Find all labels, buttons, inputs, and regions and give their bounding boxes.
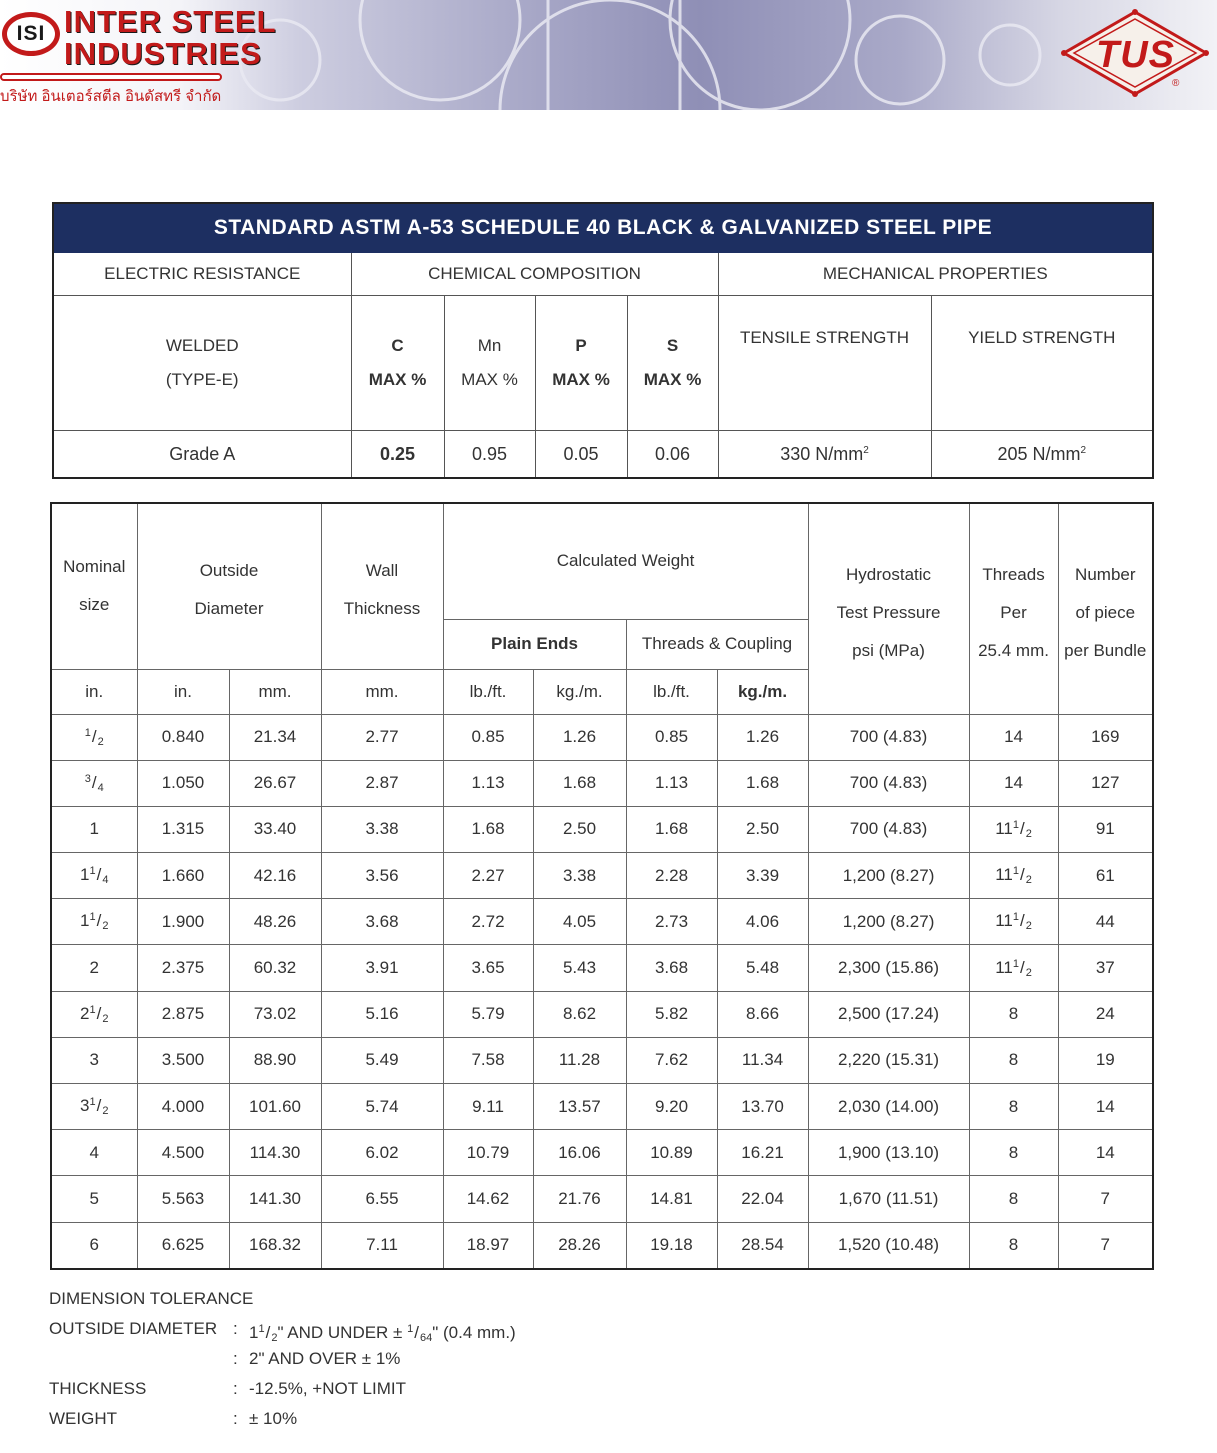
nominal-size-cell — [51, 806, 137, 852]
element-symbol: P — [575, 336, 587, 355]
fraction-whole: 1 — [89, 819, 99, 839]
chemical-composition-label: CHEMICAL COMPOSITION — [351, 253, 718, 296]
cell-pe-lb: 3.65 — [443, 945, 533, 991]
header-line: 25.4 mm. — [978, 641, 1049, 660]
fraction-numerator: 1 — [1012, 957, 1019, 970]
cell-pe-lb: 1.68 — [443, 806, 533, 852]
cell-od-in: 2.875 — [137, 991, 229, 1037]
fraction-denominator: 4 — [102, 874, 109, 887]
nominal-size-cell: $1^1/_2$ — [51, 899, 137, 945]
cell-tc-lb: 1.13 — [626, 760, 717, 806]
od-rule-1: $1^1/_2$" AND UNDER ± $^1/_{64}$" (0.4 mm.) — [249, 1323, 516, 1344]
fraction-denominator: 2 — [102, 1012, 109, 1025]
threads-per-cell — [969, 1222, 1058, 1269]
cell-od-mm: 26.67 — [229, 760, 321, 806]
cell-od-in: 1.900 — [137, 899, 229, 945]
fraction-whole: 2 — [89, 958, 99, 978]
element-symbol: C — [391, 336, 404, 355]
fraction-whole: 8 — [1008, 1188, 1019, 1208]
hydrostatic-header — [808, 503, 969, 714]
fraction-numerator: 1 — [1012, 818, 1019, 831]
cell-tc-kg: 3.39 — [717, 853, 808, 899]
nominal-size-cell — [51, 1037, 137, 1083]
od-rule-1-mid: " AND UNDER ± — [277, 1323, 408, 1342]
pipe-size-table — [50, 502, 1154, 1270]
cell-pe-kg: 28.26 — [533, 1222, 626, 1269]
fraction-numerator: 3 — [84, 772, 91, 785]
cell-hydro: 700 (4.83) — [808, 806, 969, 852]
table-row — [51, 945, 1153, 991]
nominal-size-cell: $3^1/_2$ — [51, 1084, 137, 1130]
fraction-whole: 14 — [1004, 727, 1023, 747]
fraction-denominator: 2 — [271, 1332, 278, 1344]
cell-od-in: 2.375 — [137, 945, 229, 991]
cell-tc-lb: 19.18 — [626, 1222, 717, 1269]
cell-od-in: 0.840 — [137, 714, 229, 760]
fraction-numerator: 1 — [89, 911, 96, 924]
table-row — [51, 806, 1153, 852]
fraction-whole: 3 — [89, 1050, 99, 1070]
cell-od-mm: 88.90 — [229, 1037, 321, 1083]
threads-per-cell — [969, 1130, 1058, 1176]
cell-od-in: 3.500 — [137, 1037, 229, 1083]
cell-pe-lb: 2.72 — [443, 899, 533, 945]
cell-pe-kg: 13.57 — [533, 1084, 626, 1130]
element-p-header — [535, 296, 627, 431]
header-line: Number — [1075, 565, 1136, 584]
fraction-whole: 5 — [89, 1188, 99, 1208]
cell-pe-lb: 9.11 — [443, 1084, 533, 1130]
tus-logo-text: TUS — [1096, 34, 1175, 76]
cell-pe-lb: 18.97 — [443, 1222, 533, 1269]
cell-wall: 6.55 — [321, 1176, 443, 1222]
cell-pe-lb: 14.62 — [443, 1176, 533, 1222]
tolerance-heading: DIMENSION TOLERANCE — [49, 1289, 254, 1308]
fraction-whole: 6 — [89, 1235, 99, 1255]
colon: : — [233, 1349, 238, 1368]
welded-type-cell — [53, 296, 351, 431]
cell-wall: 5.49 — [321, 1037, 443, 1083]
cell-od-in: 4.500 — [137, 1130, 229, 1176]
cell-od-in: 1.050 — [137, 760, 229, 806]
cell-od-mm: 60.32 — [229, 945, 321, 991]
cell-wall: 7.11 — [321, 1222, 443, 1269]
spec-table-title: STANDARD ASTM A-53 SCHEDULE 40 BLACK & GALVANIZED STEEL PIPE — [53, 203, 1153, 253]
cell-pe-kg: 5.43 — [533, 945, 626, 991]
nominal-size-cell: $^3/_4$ — [51, 760, 137, 806]
company-name-line-2: INDUSTRIES — [64, 36, 262, 71]
threads-per-cell — [969, 1176, 1058, 1222]
cell-hydro: 2,300 (15.86) — [808, 945, 969, 991]
cell-pieces: 61 — [1058, 853, 1153, 899]
cell-pe-kg: 11.28 — [533, 1037, 626, 1083]
fraction-whole: 11 — [995, 818, 1013, 838]
nominal-size-cell: $1^1/_4$ — [51, 853, 137, 899]
threads-per-cell — [969, 1037, 1058, 1083]
tensile-value-text: 330 N/mm — [780, 443, 864, 464]
nominal-size-cell — [51, 1130, 137, 1176]
element-value: 0.25 — [351, 431, 444, 479]
outside-diameter-header — [137, 503, 321, 669]
cell-pe-kg: 1.26 — [533, 714, 626, 760]
cell-hydro: 1,670 (11.51) — [808, 1176, 969, 1222]
unit-nominal-in: in. — [51, 669, 137, 714]
element-symbol: S — [666, 336, 679, 355]
yield-strength-label: YIELD STRENGTH — [931, 296, 1153, 431]
cell-tc-kg: 5.48 — [717, 945, 808, 991]
fraction-numerator: 1 — [89, 865, 96, 878]
fraction-numerator: 1 — [89, 1096, 96, 1109]
cell-pe-kg: 3.38 — [533, 853, 626, 899]
isi-logo-text: ISI — [16, 22, 46, 45]
colon: : — [233, 1409, 238, 1428]
element-value: 0.05 — [535, 431, 627, 479]
table-row — [51, 714, 1153, 760]
cell-pieces: 14 — [1058, 1130, 1153, 1176]
header-line: Outside — [199, 561, 259, 580]
fraction-numerator: 1 — [1012, 911, 1019, 924]
company-name-line-1: INTER STEEL — [64, 4, 277, 39]
unit-wall-mm: mm. — [321, 669, 443, 714]
unit-superscript: 2 — [1080, 444, 1087, 456]
header-line: Thickness — [343, 599, 421, 618]
element-s-header — [627, 296, 718, 431]
fraction-denominator: 2 — [1025, 966, 1032, 979]
cell-wall: 5.74 — [321, 1084, 443, 1130]
cell-pe-kg: 2.50 — [533, 806, 626, 852]
weight-rule: ± 10% — [249, 1409, 298, 1428]
cell-pe-kg: 4.05 — [533, 899, 626, 945]
fraction-denominator: 2 — [1025, 920, 1032, 933]
thickness-label: THICKNESS — [49, 1379, 147, 1398]
fraction-whole: 8 — [1008, 1235, 1019, 1255]
element-c-header — [351, 296, 444, 431]
element-symbol: Mn — [477, 336, 502, 355]
colon: : — [233, 1379, 238, 1398]
threads-per-cell: $11^1/_2$ — [969, 853, 1058, 899]
electric-resistance-label: ELECTRIC RESISTANCE — [53, 253, 351, 296]
nominal-size-cell: $^1/_2$ — [51, 714, 137, 760]
cell-pieces: 44 — [1058, 899, 1153, 945]
threads-per-cell: $11^1/_2$ — [969, 945, 1058, 991]
element-value: 0.06 — [627, 431, 718, 479]
unit-superscript: 2 — [863, 444, 869, 456]
threads-per-cell: $11^1/_2$ — [969, 899, 1058, 945]
cell-od-mm: 168.32 — [229, 1222, 321, 1269]
od-rule-1-tail: " (0.4 mm.) — [432, 1323, 516, 1342]
nominal-size-cell — [51, 1222, 137, 1269]
fraction-whole: 8 — [1008, 1050, 1019, 1070]
fraction-denominator: 4 — [97, 781, 104, 794]
cell-pieces: 19 — [1058, 1037, 1153, 1083]
fraction-numerator: 1 — [1012, 865, 1019, 878]
nominal-size-cell: $2^1/_2$ — [51, 991, 137, 1037]
fraction-whole: 4 — [89, 1142, 99, 1162]
plain-ends-header: Plain Ends — [443, 619, 626, 669]
fraction-whole: 11 — [995, 865, 1013, 885]
company-thai-name: บริษัท อินเตอร์สตีล อินดัสทรี จำกัด — [0, 88, 222, 105]
cell-od-in: 6.625 — [137, 1222, 229, 1269]
threads-per-cell — [969, 760, 1058, 806]
header-line: psi (MPa) — [852, 641, 925, 660]
cell-pieces: 14 — [1058, 1084, 1153, 1130]
cell-pieces: 91 — [1058, 806, 1153, 852]
fraction-denominator: 2 — [1025, 827, 1032, 840]
element-unit: MAX % — [461, 370, 518, 389]
element-value: 0.95 — [444, 431, 535, 479]
cell-od-mm: 101.60 — [229, 1084, 321, 1130]
header-line: Hydrostatic — [846, 565, 932, 584]
cell-hydro: 1,900 (13.10) — [808, 1130, 969, 1176]
thickness-rule: -12.5%, +NOT LIMIT — [249, 1379, 406, 1398]
cell-tc-lb: 2.73 — [626, 899, 717, 945]
fraction-denominator: 2 — [1025, 874, 1032, 887]
fraction-whole: 1 — [80, 865, 90, 885]
cell-hydro: 2,030 (14.00) — [808, 1084, 969, 1130]
wall-thickness-header — [321, 503, 443, 669]
table-row — [51, 853, 1153, 899]
header-line: Threads — [982, 565, 1045, 584]
fraction-whole: 2 — [80, 1003, 90, 1023]
cell-pe-kg: 16.06 — [533, 1130, 626, 1176]
type-e-label: (TYPE-E) — [165, 370, 239, 389]
header-line: Nominal — [63, 557, 126, 577]
header-line: Wall — [365, 561, 399, 580]
element-unit: MAX % — [643, 370, 702, 389]
cell-wall: 2.77 — [321, 714, 443, 760]
cell-od-mm: 48.26 — [229, 899, 321, 945]
registered-mark: ® — [1172, 78, 1180, 89]
cell-tc-lb: 10.89 — [626, 1130, 717, 1176]
table-row — [51, 1222, 1153, 1269]
od-rule-2: 2" AND OVER ± 1% — [249, 1349, 401, 1368]
cell-tc-lb: 3.68 — [626, 945, 717, 991]
weight-label: WEIGHT — [49, 1409, 117, 1428]
fraction-whole: 11 — [995, 957, 1013, 977]
fraction-whole: 8 — [1008, 1142, 1019, 1162]
pieces-per-bundle-header — [1058, 503, 1153, 714]
threads-coupling-header: Threads & Coupling — [626, 619, 808, 669]
cell-od-mm: 73.02 — [229, 991, 321, 1037]
unit-plain-kg-m: kg./m. — [533, 669, 626, 714]
cell-wall: 6.02 — [321, 1130, 443, 1176]
cell-pe-lb: 5.79 — [443, 991, 533, 1037]
cell-tc-kg: 28.54 — [717, 1222, 808, 1269]
cell-tc-lb: 7.62 — [626, 1037, 717, 1083]
cell-tc-lb: 0.85 — [626, 714, 717, 760]
fraction-denominator: 2 — [102, 1105, 109, 1118]
unit-thread-kg-m: kg./m. — [717, 669, 808, 714]
cell-od-in: 5.563 — [137, 1176, 229, 1222]
cell-tc-lb: 2.28 — [626, 853, 717, 899]
header-line: per Bundle — [1064, 641, 1147, 660]
table-row — [51, 1130, 1153, 1176]
header-line: Per — [1000, 603, 1027, 622]
cell-tc-kg: 11.34 — [717, 1037, 808, 1083]
cell-wall: 2.87 — [321, 760, 443, 806]
cell-pieces: 127 — [1058, 760, 1153, 806]
cell-pe-lb: 10.79 — [443, 1130, 533, 1176]
cell-od-mm: 114.30 — [229, 1130, 321, 1176]
outside-diameter-label: OUTSIDE DIAMETER — [49, 1319, 218, 1338]
nominal-size-header — [51, 503, 137, 669]
cell-tc-kg: 1.26 — [717, 714, 808, 760]
cell-wall: 3.68 — [321, 899, 443, 945]
header-line: Diameter — [194, 599, 264, 618]
cell-pe-kg: 8.62 — [533, 991, 626, 1037]
fraction-numerator: 1 — [258, 1323, 265, 1335]
header-line: size — [79, 595, 110, 615]
cell-pieces: 7 — [1058, 1176, 1153, 1222]
cell-pieces: 169 — [1058, 714, 1153, 760]
fraction-denominator: 64 — [419, 1332, 433, 1344]
table-row — [51, 760, 1153, 806]
cell-wall: 5.16 — [321, 991, 443, 1037]
table-row — [51, 899, 1153, 945]
unit-od-in: in. — [137, 669, 229, 714]
cell-pe-lb: 1.13 — [443, 760, 533, 806]
cell-pe-kg: 1.68 — [533, 760, 626, 806]
cell-tc-kg: 1.68 — [717, 760, 808, 806]
threads-per-header — [969, 503, 1058, 714]
cell-od-in: 4.000 — [137, 1084, 229, 1130]
calculated-weight-header: Calculated Weight — [443, 503, 808, 619]
yield-strength-value — [931, 431, 1153, 479]
cell-wall: 3.91 — [321, 945, 443, 991]
spec-table — [52, 202, 1154, 479]
cell-tc-kg: 22.04 — [717, 1176, 808, 1222]
cell-wall: 3.38 — [321, 806, 443, 852]
fraction-whole: 3 — [80, 1096, 90, 1116]
tensile-strength-label: TENSILE STRENGTH — [718, 296, 931, 431]
cell-tc-lb: 1.68 — [626, 806, 717, 852]
welded-label: WELDED — [165, 336, 239, 355]
cell-hydro: 2,220 (15.31) — [808, 1037, 969, 1083]
cell-od-in: 1.315 — [137, 806, 229, 852]
cell-od-mm: 21.34 — [229, 714, 321, 760]
cell-wall: 3.56 — [321, 853, 443, 899]
fraction-denominator: 2 — [97, 735, 104, 748]
threads-per-cell: $11^1/_2$ — [969, 806, 1058, 852]
cell-pieces: 7 — [1058, 1222, 1153, 1269]
cell-tc-kg: 4.06 — [717, 899, 808, 945]
element-unit: MAX % — [552, 370, 610, 389]
table-row — [51, 1176, 1153, 1222]
header-line: of piece — [1075, 603, 1136, 622]
nominal-size-cell — [51, 1176, 137, 1222]
cell-hydro: 1,200 (8.27) — [808, 899, 969, 945]
cell-tc-lb: 9.20 — [626, 1084, 717, 1130]
cell-od-mm: 33.40 — [229, 806, 321, 852]
header-line: Test Pressure — [836, 603, 941, 622]
table-row — [51, 991, 1153, 1037]
header-banner — [0, 0, 1217, 110]
cell-tc-kg: 16.21 — [717, 1130, 808, 1176]
threads-per-cell — [969, 1084, 1058, 1130]
yield-value-text: 205 N/mm — [997, 443, 1081, 464]
cell-pe-lb: 0.85 — [443, 714, 533, 760]
cell-tc-kg: 8.66 — [717, 991, 808, 1037]
cell-pe-lb: 7.58 — [443, 1037, 533, 1083]
cell-tc-lb: 14.81 — [626, 1176, 717, 1222]
fraction-whole: 1 — [80, 911, 90, 931]
cell-tc-kg: 13.70 — [717, 1084, 808, 1130]
nominal-size-cell — [51, 945, 137, 991]
grade-value: Grade A — [53, 431, 351, 479]
cell-hydro: 1,200 (8.27) — [808, 853, 969, 899]
element-mn-header — [444, 296, 535, 431]
cell-pe-kg: 21.76 — [533, 1176, 626, 1222]
isi-logo — [2, 12, 60, 56]
element-unit: MAX % — [368, 370, 427, 389]
threads-per-cell — [969, 991, 1058, 1037]
unit-od-mm: mm. — [229, 669, 321, 714]
cell-pe-lb: 2.27 — [443, 853, 533, 899]
brand-underline — [0, 73, 222, 81]
cell-pieces: 24 — [1058, 991, 1153, 1037]
cell-hydro: 700 (4.83) — [808, 714, 969, 760]
cell-hydro: 2,500 (17.24) — [808, 991, 969, 1037]
fraction-whole: 14 — [1004, 773, 1023, 793]
unit-thread-lb-ft: lb./ft. — [626, 669, 717, 714]
cell-od-mm: 42.16 — [229, 853, 321, 899]
cell-pieces: 37 — [1058, 945, 1153, 991]
fraction-numerator: 1 — [407, 1323, 414, 1335]
mechanical-properties-label: MECHANICAL PROPERTIES — [718, 253, 1153, 296]
fraction-numerator: 1 — [84, 726, 91, 739]
table-row — [51, 1037, 1153, 1083]
fraction-whole: 8 — [1008, 1096, 1019, 1116]
cell-tc-kg: 2.50 — [717, 806, 808, 852]
fraction-numerator: 1 — [89, 1003, 96, 1016]
cell-tc-lb: 5.82 — [626, 991, 717, 1037]
unit-plain-lb-ft: lb./ft. — [443, 669, 533, 714]
colon: : — [233, 1319, 238, 1338]
fraction-whole: 11 — [995, 911, 1013, 931]
tensile-strength-value — [718, 431, 931, 479]
fraction-whole: 8 — [1008, 1004, 1019, 1024]
fraction-denominator: 2 — [102, 920, 109, 933]
cell-od-in: 1.660 — [137, 853, 229, 899]
cell-hydro: 1,520 (10.48) — [808, 1222, 969, 1269]
table-row — [51, 1084, 1153, 1130]
cell-hydro: 700 (4.83) — [808, 760, 969, 806]
cell-od-mm: 141.30 — [229, 1176, 321, 1222]
pipe-size-rows — [51, 714, 1153, 1269]
threads-per-cell — [969, 714, 1058, 760]
fraction-whole: 1 — [249, 1323, 259, 1342]
